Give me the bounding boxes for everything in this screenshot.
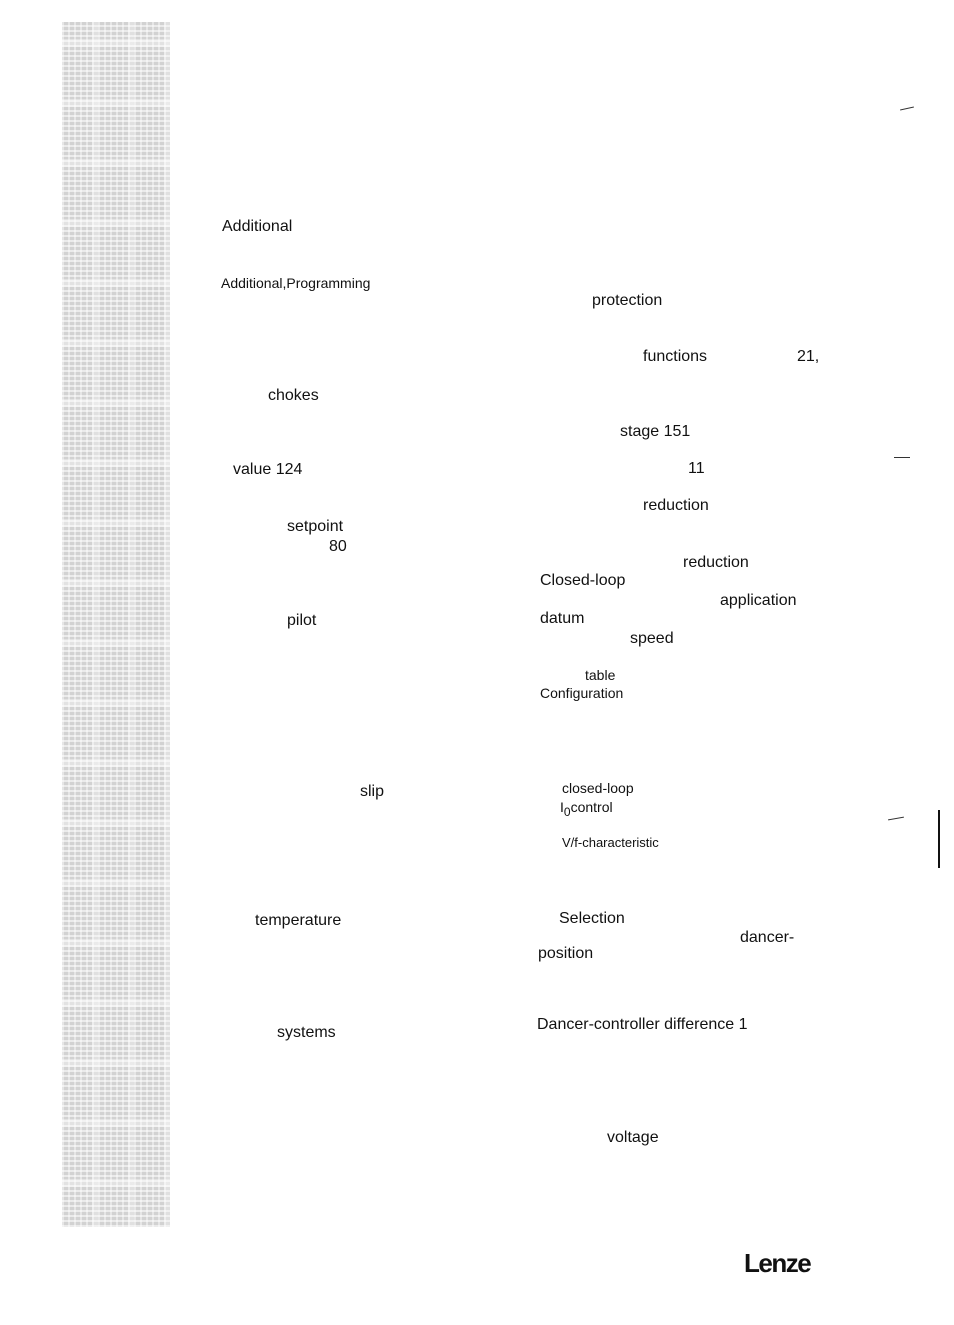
text-21: 21, — [797, 348, 820, 365]
text-pilot: pilot — [287, 612, 317, 629]
margin-change-bar — [938, 810, 940, 868]
text-selection: Selection — [559, 910, 625, 927]
text-table: table — [585, 667, 616, 683]
text-protection: protection — [592, 292, 663, 309]
text-additional-programming: Additional,Programming — [221, 275, 371, 291]
margin-mark-3 — [888, 817, 904, 821]
text-setpoint: setpoint — [287, 518, 344, 535]
text-vf-characteristic: V/f-characteristic — [562, 835, 659, 850]
text-reduction-1: reduction — [643, 497, 709, 514]
i0-subscript: 0 — [563, 805, 571, 819]
i0-control-word: control — [570, 799, 613, 815]
text-speed: speed — [630, 630, 674, 647]
text-i0-control — [560, 800, 613, 818]
side-halftone-strip — [62, 22, 170, 1227]
text-temperature: temperature — [255, 912, 342, 929]
text-chokes: chokes — [268, 387, 319, 404]
text-voltage: voltage — [607, 1129, 659, 1146]
text-closed-loop-lower: closed-loop — [562, 780, 634, 796]
text-closed-loop: Closed-loop — [540, 572, 626, 589]
text-systems: systems — [277, 1024, 336, 1041]
dancer-difference-number: 1 — [738, 1016, 748, 1033]
margin-mark-1 — [900, 107, 914, 111]
i0-base: I — [560, 799, 564, 815]
text-11: 11 — [688, 460, 705, 477]
dancer-difference-label: Dancer-controller difference — [537, 1016, 735, 1033]
text-configuration: Configuration — [540, 685, 624, 701]
text-functions: functions — [643, 348, 708, 365]
text-dancer: dancer- — [740, 929, 795, 946]
text-value-124: value 124 — [233, 461, 303, 478]
margin-mark-2 — [894, 457, 910, 458]
lenze-logo: Lenze — [744, 1248, 811, 1278]
text-additional: Additional — [222, 218, 293, 235]
text-datum: datum — [540, 610, 585, 627]
text-reduction-2: reduction — [683, 554, 749, 571]
text-stage-151: stage 151 — [620, 423, 691, 440]
text-position: position — [538, 945, 594, 962]
text-dancer-controller-difference — [537, 1017, 748, 1033]
text-slip: slip — [360, 783, 385, 800]
text-application: application — [720, 592, 797, 609]
text-80: 80 — [329, 538, 347, 555]
